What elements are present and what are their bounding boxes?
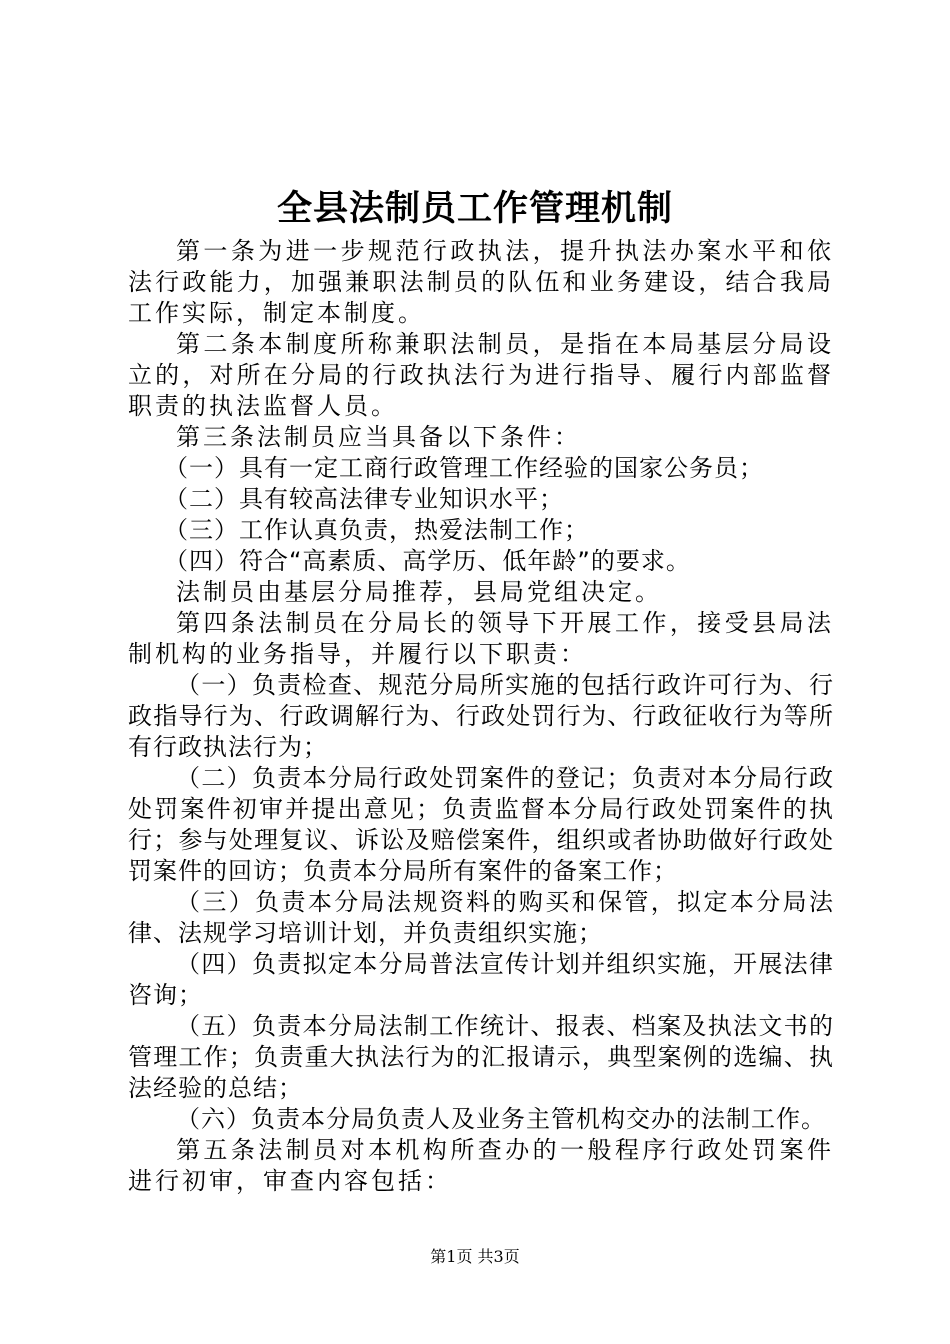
paragraph-duty-6: （六）负责本分局负责人及业务主管机构交办的法制工作。 [176,1105,826,1133]
paragraph-duty-1: （一）负责检查、规范分局所实施的包括行政许可行为、行政指导行为、行政调解行为、行政处罚行为、行政征收行为等所有行政执法行为； [128,671,834,761]
paragraph-article-2: 第二条本制度所称兼职法制员，是指在本局基层分局设立的，对所在分局的行政执法行为进行指导、履行内部监督职责的执法监督人员。 [128,330,834,420]
paragraph-condition-1: （一）具有一定工商行政管理工作经验的国家公务员； [164,454,764,482]
paragraph-article-5: 第五条法制员对本机构所查办的一般程序行政处罚案件进行初审，审查内容包括： [128,1136,834,1195]
paragraph-duty-2: （二）负责本分局行政处罚案件的登记；负责对本分局行政处罚案件初审并提出意见；负责监督本分局行政处罚案件的执行；参与处理复议、诉讼及赔偿案件，组织或者协助做好行政处罚案件的回访；负责本分局所有案件的备案工作； [128,764,834,885]
paragraph-duty-4: （四）负责拟定本分局普法宣传计划并组织实施，开展法律咨询； [128,950,834,1009]
paragraph-article-3: 第三条法制员应当具备以下条件： [176,423,581,451]
document-title: 全县法制员工作管理机制 [276,189,673,229]
paragraph-article-1: 第一条为进一步规范行政执法，提升执法办案水平和依法行政能力，加强兼职法制员的队伍和业务建设，结合我局工作实际，制定本制度。 [128,237,834,327]
paragraph-condition-2: （二）具有较高法律专业知识水平； [164,485,564,513]
paragraph-appointment: 法制员由基层分局推荐，县局党组决定。 [176,578,662,606]
paragraph-duty-5: （五）负责本分局法制工作统计、报表、档案及执法文书的管理工作；负责重大执法行为的汇报请示，典型案例的选编、执法经验的总结； [128,1012,834,1102]
paragraph-duty-3: （三）负责本分局法规资料的购买和保管，拟定本分局法律、法规学习培训计划，并负责组织实施； [128,888,834,947]
paragraph-article-4: 第四条法制员在分局长的领导下开展工作，接受县局法制机构的业务指导，并履行以下职责： [128,609,834,668]
paragraph-condition-4: （四）符合“高素质、高学历、低年龄”的要求。 [164,547,691,575]
page-number: 第1页 共3页 [430,1247,520,1266]
paragraph-condition-3: （三）工作认真负责，热爱法制工作； [164,516,589,544]
document-body [128,236,834,1197]
